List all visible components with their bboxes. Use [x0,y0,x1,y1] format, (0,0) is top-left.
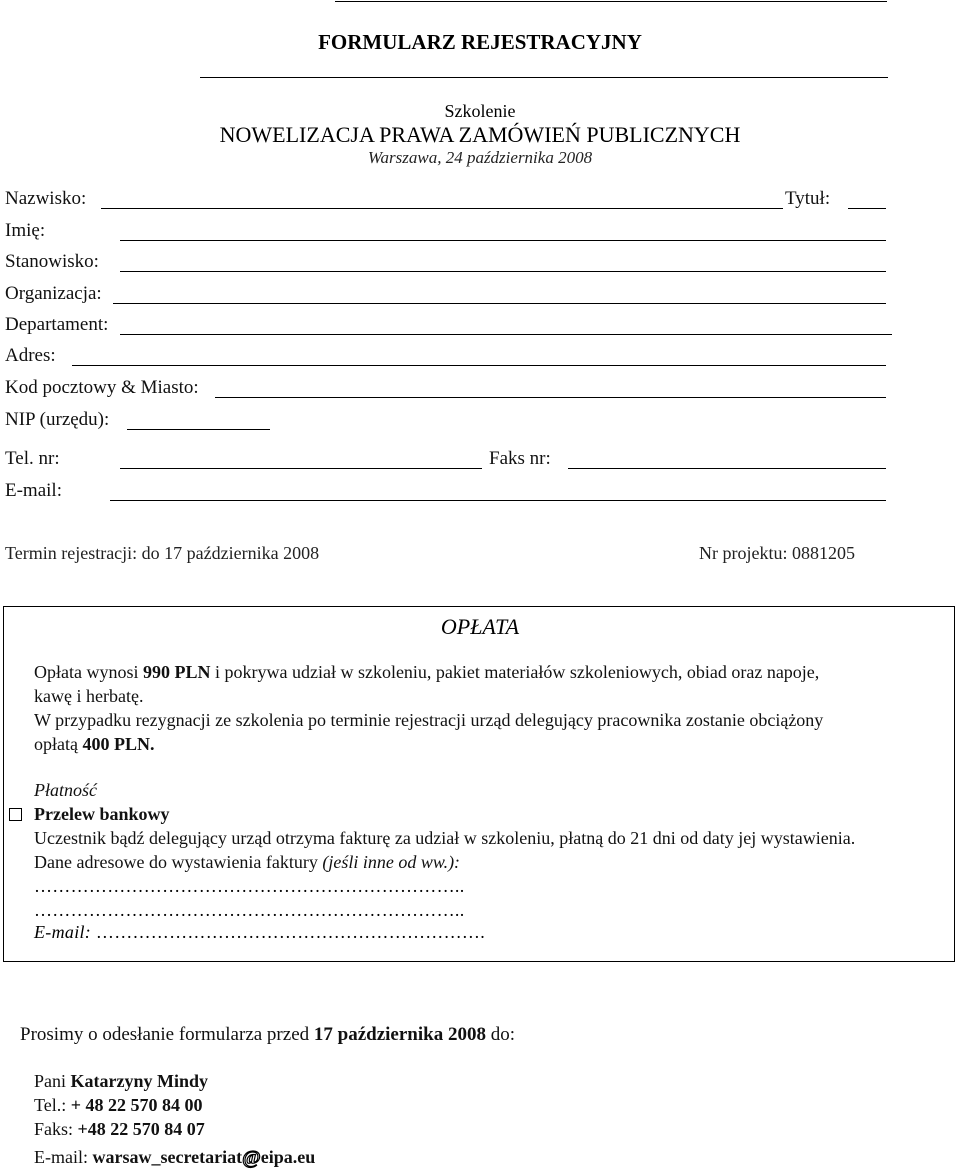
contact-prefix: Pani [34,1071,71,1091]
invoice-address-dots-1[interactable]: …………………………………………………………….. [34,876,465,896]
surname-field[interactable] [101,208,783,209]
fee-line-3: W przypadku rezygnacji ze szkolenia po terminie rejestracji urząd delegujący pracownika zostanie obciążony [34,710,824,730]
address-field[interactable] [72,365,886,366]
fee-amount: 990 PLN [142,662,211,682]
nip-field[interactable] [127,429,270,430]
bank-transfer-label: Przelew bankowy [34,804,170,824]
project-number: Nr projektu: 0881205 [699,543,855,563]
return-request-b: do: [485,1024,515,1045]
top-rule [335,1,887,2]
invoice-email-dots: ………………………………………………………. [91,922,485,942]
fee-line-2: kawę i herbatę. [34,686,144,706]
organization-label: Organizacja: [5,283,102,304]
fee-line-4a: opłatą [34,734,83,754]
contact-fax-label: Faks: [34,1119,78,1139]
phone-field[interactable] [120,468,482,469]
position-field[interactable] [120,271,886,272]
title-field[interactable] [848,208,886,209]
contact-phone [34,1095,203,1116]
phone-label: Tel. nr: [5,448,60,469]
payment-heading: Płatność [34,780,97,800]
postal-city-label: Kod pocztowy & Miasto: [5,377,199,398]
contact-fax [34,1119,205,1140]
invoice-address-line [34,850,460,874]
contact-name: Katarzyny Mindy [70,1071,209,1091]
cancellation-amount: 400 PLN. [82,734,155,754]
email-label: E-mail: [5,480,62,501]
first-name-label: Imię: [5,220,46,241]
contact-person [34,1071,208,1092]
registration-deadline: Termin rejestracji: do 17 października 2008 [5,543,320,563]
postal-city-field[interactable] [215,397,886,398]
bank-transfer-checkbox[interactable] [9,808,22,821]
invoice-email-line[interactable] [34,922,485,943]
invoice-email-label: E-mail: [34,922,92,942]
department-field[interactable] [120,334,892,335]
training-place-date: Warszawa, 24 października 2008 [367,148,593,167]
surname-label: Nazwisko: [5,188,87,209]
contact-phone-label: Tel.: [34,1095,71,1115]
fax-label: Faks nr: [489,448,551,469]
invoice-text: Uczestnik bądź delegujący urząd otrzyma fakturę za udział w szkoleniu, płatną do 21 dni od daty jej wystawienia. [34,828,856,848]
training-kind: Szkolenie [444,101,516,121]
return-request [20,1024,515,1046]
training-name: NOWELIZACJA PRAWA ZAMÓWIEŃ PUBLICZNYCH [219,122,741,147]
contact-email [34,1146,315,1169]
fee-heading: OPŁATA [440,614,520,639]
return-date: 17 października 2008 [313,1024,486,1045]
fee-line-4 [34,732,154,756]
contact-email-user[interactable]: warsaw_secretariat [92,1147,243,1167]
contact-fax-value: +48 22 570 84 07 [77,1119,205,1139]
invoice-address-b: (jeśli inne od ww.): [322,852,461,872]
organization-field[interactable] [113,303,886,304]
fee-line-1b: i pokrywa udział w szkoleniu, pakiet materiałów szkoleniowych, obiad oraz napoje, [210,662,820,682]
form-title: FORMULARZ REJESTRACYJNY [318,30,642,54]
invoice-address-a: Dane adresowe do wystawienia faktury [34,852,323,872]
contact-email-domain[interactable]: eipa.eu [260,1147,316,1167]
at-icon: @ [242,1147,261,1169]
return-request-a: Prosimy o odesłanie formularza przed [20,1024,314,1045]
position-label: Stanowisko: [5,251,99,272]
title-label: Tytuł: [785,188,831,209]
fee-line-1 [34,660,819,684]
title-rule [200,77,888,78]
first-name-field[interactable] [120,240,886,241]
address-label: Adres: [5,345,56,366]
department-label: Departament: [5,314,109,335]
contact-phone-value: + 48 22 570 84 00 [70,1095,203,1115]
email-field[interactable] [110,500,886,501]
invoice-address-dots-2[interactable]: …………………………………………………………….. [34,900,465,920]
nip-label: NIP (urzędu): [5,409,110,430]
fax-field[interactable] [568,468,886,469]
fee-line-1a: Opłata wynosi [34,662,143,682]
contact-email-label: E-mail: [34,1147,93,1167]
